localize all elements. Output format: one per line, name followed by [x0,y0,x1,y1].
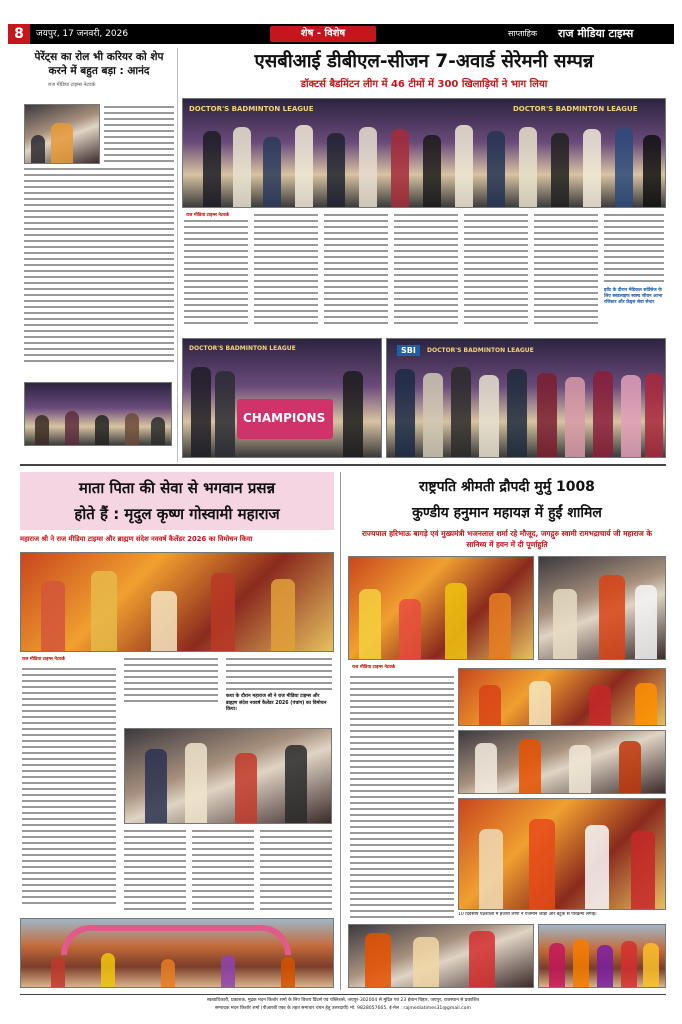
horizontal-divider [20,464,666,466]
sbi-logo: SBI [397,345,420,356]
story-four-photo-governor [458,798,666,910]
vertical-divider [340,472,341,990]
story-three-headline-1: माता पिता की सेवा से भगवान प्रसन्न [78,479,276,497]
story-three-headline-2: होते हैं : मृदुल कृष्ण गोस्वामी महाराज [74,505,280,523]
paper-name: राज मीडिया टाइम्स [558,27,634,40]
footer-imprint-1: स्वत्वाधिकारी, प्रकाशक, मुद्रक मदन किशोर शर्मा के लिए विजय प्रिंटर्स एवं पब्लिशर्स, जयपुर-302004 से मुद्रित एवं 23 ईशान विहार, जयपुर, राजस्थान से प्रकाशित [206,998,480,1003]
story-four-photo-main [348,556,534,660]
banner-left: DOCTOR'S BADMINTON LEAGUE [189,345,296,352]
main-story-sidebar-note: इवेंट के दौरान मेडिकल सर्विसेज के लिए ब्लडलाइफ स्वस्थ जीवन आभा रजिस्टर और फ्रेंड्स सेवा सेन्टर [604,288,663,305]
award-photo-top [182,98,666,208]
left-story-headline: पेरेंट्स का रोल भी करियर को शेप करने में बहुत बड़ा : आनंद [34,51,164,77]
masthead-bar [8,24,674,44]
weekly-label: साप्ताहिक [508,29,538,38]
story-three-main-photo [20,552,334,652]
story-three-photo-2 [124,728,332,824]
left-story-bottom-photo [24,382,172,446]
main-story-byline: राज मीडिया टाइम्स नेटवर्क [186,213,230,218]
left-story [20,48,178,462]
champions-banner: CHAMPIONS [237,399,333,439]
story-three [20,472,334,990]
league-banner-left: DOCTOR'S BADMINTON LEAGUE [189,105,314,113]
story-four-headline-1: राष्ट्रपति श्रीमती द्रौपदी मुर्मु 1008 [419,479,595,495]
story-four-subhead: राज्यपाल हरिभाऊ बागड़े एवं मुख्यमंत्री भजनलाल शर्मा रहे मौजूद, जगद्गुरु स्वामी रामभद्राचार्य जी महाराज के सानिध्य में हवन में दी पूर्णाहुति [361,529,653,549]
left-story-photo [24,104,100,164]
left-story-byline: राज मीडिया टाइम्स नेटवर्क [48,82,96,88]
story-four-byline: राज मीडिया टाइम्स नेटवर्क [352,665,396,670]
footer-imprint-2: सम्पादक मदन किशोर शर्मा (पीआरबी एक्ट के तहत समाचार चयन हेतु उत्तरदायी) मो. 9828057665, ई-मेल : rajmediatimes31@gmail.com [215,1006,471,1011]
league-banner-right: DOCTOR'S BADMINTON LEAGUE [513,105,638,113]
footer-rule [20,994,666,995]
main-story-headline: एसबीआई डीबीएल-सीजन 7-अवार्ड सेरेमनी सम्पन्न [254,51,594,72]
story-four-headline-2: कुण्डीय हनुमान महायज्ञ में हुईं शामिल [412,505,602,521]
main-story-subhead: डॉक्टर्स बैडमिंटन लीग में 46 टीमों में 300 खिलाड़ियों ने भाग लिया [300,79,548,90]
story-four-bottom-right-photo [538,924,666,988]
story-three-bottom-photo [20,918,334,988]
story-four-photo-president [538,556,666,660]
page-number: 8 [8,24,30,44]
award-photo-bottom-left [182,338,382,458]
section-label: शेष - विशेष [270,26,376,42]
banner-right: DOCTOR'S BADMINTON LEAGUE [427,347,534,354]
story-four [348,472,666,990]
story-four-bottom-left-photo [348,924,534,988]
story-four-photo-caption: 10 दिवसीय यज्ञशाला में हजारों लोगों ने यजमान जोड़ों और बटुक से परिक्रमा लगाई। [458,912,597,917]
main-story [182,48,666,462]
story-four-photo-cm [458,730,666,794]
story-four-photo-havan [458,668,666,726]
story-three-subhead: महाराज श्री ने राज मीडिया टाइम्स और ब्राह्मण संदेश नववर्ष कैलेंडर 2026 का विमोचन किया [20,535,253,543]
story-three-headline-band [20,472,334,530]
award-photo-bottom-right [386,338,666,458]
story-three-byline: राज मीडिया टाइम्स नेटवर्क [22,657,66,662]
issue-date: जयपुर, 17 जनवरी, 2026 [36,29,129,39]
story-three-highlight: कथा के दौरान महाराज श्री ने राज मीडिया टाइम्स और ब्राह्मण संदेश नववर्ष कैलेंडर 2026 (पंचांग) का विमोचन किया। [226,694,327,712]
